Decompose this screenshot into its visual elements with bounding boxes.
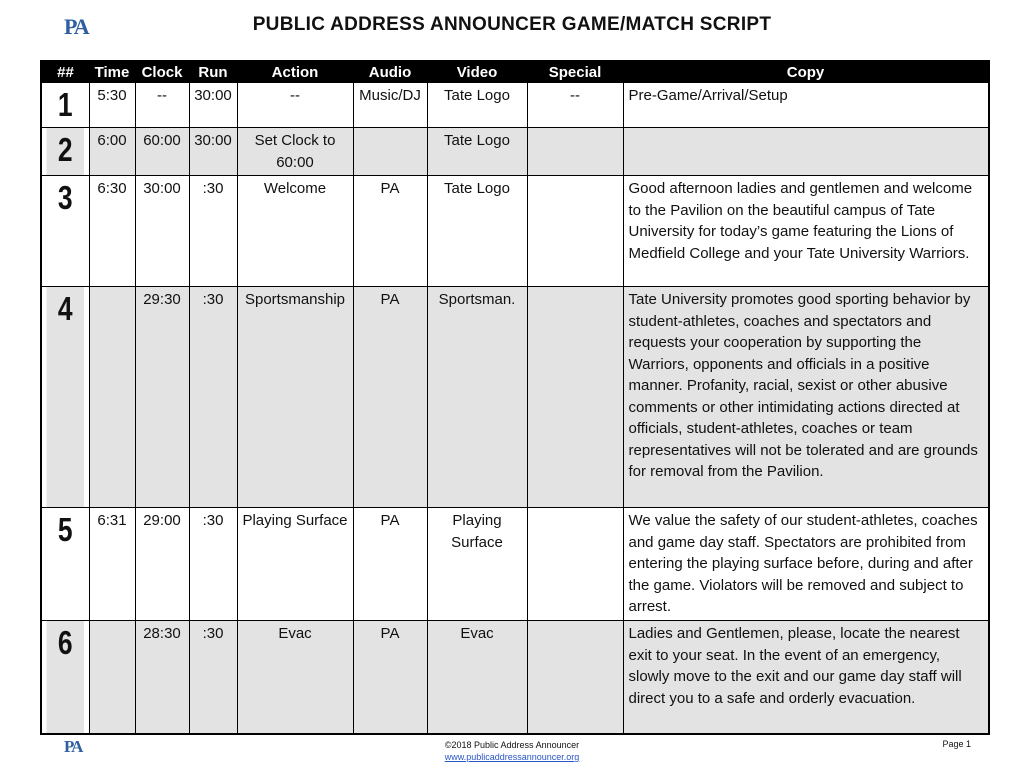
footer-copyright: ©2018 Public Address Announcer	[444, 740, 580, 750]
header-video: Video	[427, 61, 527, 83]
row-number: 3	[46, 176, 84, 287]
run-cell: :30	[189, 176, 237, 287]
video-cell: Tate Logo	[427, 128, 527, 176]
special-cell	[527, 287, 623, 508]
row-number: 5	[46, 508, 84, 621]
copy-cell: Ladies and Gentlemen, please, locate the nearest exit to your seat. In the event of an emergency, slowly move to the exit and our game day staff will direct you to a safe and orderly evacuation.	[623, 621, 989, 734]
special-cell: --	[527, 83, 623, 128]
run-cell: 30:00	[189, 83, 237, 128]
footer	[0, 739, 1024, 763]
audio-cell: Music/DJ	[353, 83, 427, 128]
table-row	[41, 508, 989, 621]
row-number: 1	[46, 83, 84, 128]
time-cell	[89, 621, 135, 734]
action-cell: Sportsmanship	[237, 287, 353, 508]
run-cell: :30	[189, 621, 237, 734]
run-cell: :30	[189, 508, 237, 621]
footer-pa-logo: PA	[64, 737, 82, 756]
header-run: Run	[189, 61, 237, 83]
time-cell: 6:31	[89, 508, 135, 621]
clock-cell: --	[135, 83, 189, 128]
video-cell: Evac	[427, 621, 527, 734]
audio-cell: PA	[353, 508, 427, 621]
footer-website-link[interactable]: www.publicaddressannouncer.org	[444, 752, 580, 762]
clock-cell: 30:00	[135, 176, 189, 287]
video-cell: Tate Logo	[427, 176, 527, 287]
video-cell: Playing Surface	[427, 508, 527, 621]
script-table	[40, 60, 990, 735]
time-cell: 6:30	[89, 176, 135, 287]
header-row	[41, 61, 989, 83]
copy-cell: Tate University promotes good sporting behavior by student-athletes, coaches and spectators and requests your cooperation by supporting the Warriors, opponents and officials in a positive manner. Profanity, racial, sexist or other abusive comments or other intimidating actions directed at officials, student-athletes, coaches or team representatives will not be tolerated and are grounds for removal from the Pavilion.	[623, 287, 989, 508]
pa-logo: PA	[64, 14, 88, 39]
table-row	[41, 128, 989, 176]
table-row	[41, 83, 989, 128]
action-cell: Playing Surface	[237, 508, 353, 621]
audio-cell	[353, 128, 427, 176]
action-cell: Evac	[237, 621, 353, 734]
row-number: 2	[46, 128, 84, 176]
row-number: 6	[46, 621, 84, 734]
time-cell: 6:00	[89, 128, 135, 176]
special-cell	[527, 128, 623, 176]
clock-cell: 28:30	[135, 621, 189, 734]
table-row	[41, 287, 989, 508]
video-cell: Sportsman.	[427, 287, 527, 508]
header-action: Action	[237, 61, 353, 83]
header-time: Time	[89, 61, 135, 83]
copy-cell: Pre-Game/Arrival/Setup	[623, 83, 989, 128]
page-number: Page 1	[942, 739, 971, 749]
page-title: PUBLIC ADDRESS ANNOUNCER GAME/MATCH SCRIPT	[252, 14, 772, 35]
copy-cell: We value the safety of our student-athletes, coaches and game day staff. Spectators are prohibited from entering the playing surface before, during and after the game. Violators will be removed and subject to arrest.	[623, 508, 989, 621]
action-cell: Set Clock to 60:00	[237, 128, 353, 176]
header-audio: Audio	[353, 61, 427, 83]
special-cell	[527, 176, 623, 287]
time-cell	[89, 287, 135, 508]
clock-cell: 29:30	[135, 287, 189, 508]
copy-cell: Good afternoon ladies and gentlemen and welcome to the Pavilion on the beautiful campus of Tate University for today’s game featuring the Lions of Medfield College and your Tate University Warriors.	[623, 176, 989, 287]
video-cell: Tate Logo	[427, 83, 527, 128]
audio-cell: PA	[353, 287, 427, 508]
action-cell: --	[237, 83, 353, 128]
special-cell	[527, 621, 623, 734]
header-copy: Copy	[623, 61, 989, 83]
table-row	[41, 621, 989, 734]
audio-cell: PA	[353, 176, 427, 287]
special-cell	[527, 508, 623, 621]
clock-cell: 60:00	[135, 128, 189, 176]
action-cell: Welcome	[237, 176, 353, 287]
header-special: Special	[527, 61, 623, 83]
run-cell: :30	[189, 287, 237, 508]
run-cell: 30:00	[189, 128, 237, 176]
copy-cell	[623, 128, 989, 176]
header-clock: Clock	[135, 61, 189, 83]
row-number: 4	[46, 287, 84, 508]
header-number: ##	[41, 61, 89, 83]
audio-cell: PA	[353, 621, 427, 734]
time-cell: 5:30	[89, 83, 135, 128]
table-row	[41, 176, 989, 287]
clock-cell: 29:00	[135, 508, 189, 621]
